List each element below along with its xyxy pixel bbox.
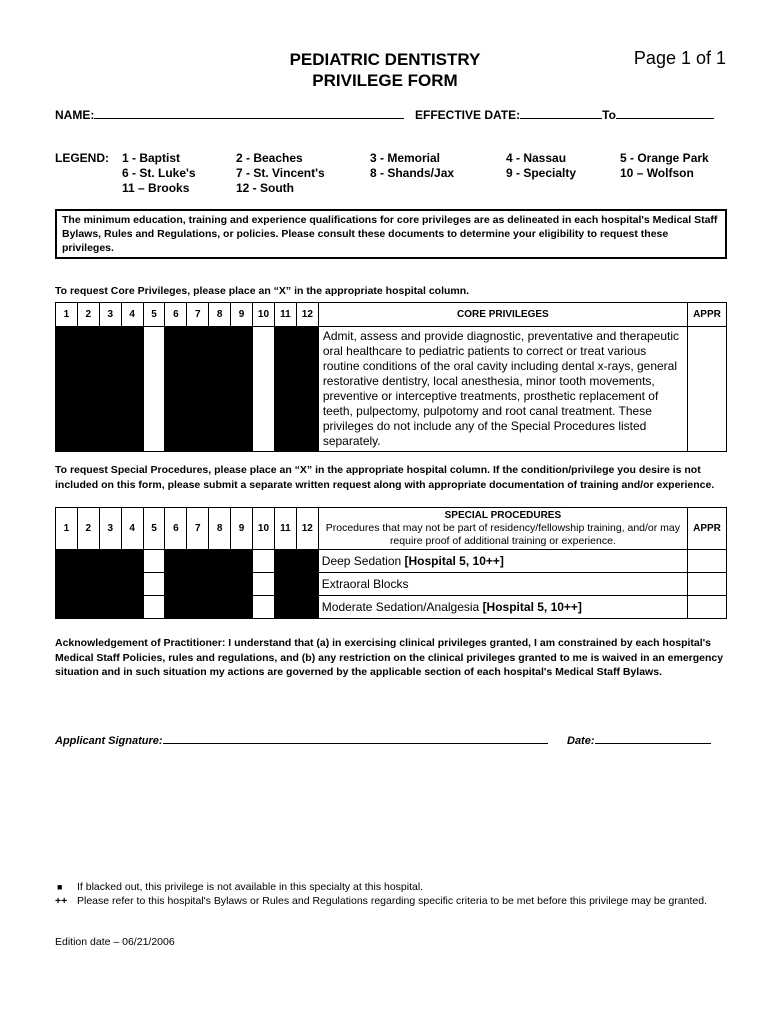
legend-item: 2 - Beaches (236, 151, 303, 165)
appr-header: APPR (688, 508, 727, 550)
hospital-cell-4[interactable] (121, 596, 143, 619)
effective-date-from-field[interactable] (520, 106, 602, 119)
procedure-label: Extraoral Blocks (321, 577, 409, 591)
procedure-tag: [Hospital 5, 10++] (482, 600, 582, 614)
col-header-12: 12 (296, 508, 318, 550)
legend-column-5 (620, 151, 709, 181)
col-header-2: 2 (77, 303, 99, 327)
hospital-cell-3[interactable] (99, 596, 121, 619)
hospital-cell-3[interactable] (99, 573, 121, 596)
legend-column-2 (236, 151, 325, 196)
hospital-cell-7[interactable] (187, 327, 209, 452)
col-header-1: 1 (56, 303, 78, 327)
col-header-5: 5 (143, 508, 165, 550)
footnote-bylaws (55, 894, 720, 908)
hospital-cell-10[interactable] (253, 596, 275, 619)
hospital-cell-9[interactable] (231, 550, 253, 573)
hospital-cell-5[interactable] (143, 573, 165, 596)
date-field[interactable] (595, 732, 711, 744)
edition-date: Edition date – 06/21/2006 (55, 936, 175, 948)
col-header-4: 4 (121, 508, 143, 550)
hospital-cell-8[interactable] (209, 596, 231, 619)
core-privilege-row (56, 327, 727, 452)
to-label: To (602, 108, 616, 122)
hospital-cell-6[interactable] (165, 596, 187, 619)
hospital-cell-4[interactable] (121, 573, 143, 596)
special-row-extraoral-blocks (56, 573, 727, 596)
col-header-11: 11 (274, 303, 296, 327)
hospital-cell-6[interactable] (165, 327, 187, 452)
col-header-4: 4 (121, 303, 143, 327)
legend-column-4 (506, 151, 576, 181)
hospital-cell-9[interactable] (231, 596, 253, 619)
col-header-12: 12 (296, 303, 318, 327)
hospital-cell-9[interactable] (231, 573, 253, 596)
col-header-10: 10 (253, 303, 275, 327)
practitioner-acknowledgement: Acknowledgement of Practitioner: I understand that (a) in exercising clinical privileges granted, I am constrained by each hospital's Medical Staff Policies, rules and regulations, and (b) any restriction on the clinical privileges granted to me is waived in an emergency situation and in such situation my actions are governed by the applicable section of each hospital's Medical Staff Bylaws. (55, 637, 724, 678)
black-square-icon: ■ (57, 882, 63, 892)
col-header-6: 6 (165, 508, 187, 550)
procedure-name (318, 550, 687, 573)
hospital-cell-4[interactable] (121, 327, 143, 452)
legend-item: 11 – Brooks (122, 181, 190, 195)
legend-item: 9 - Specialty (506, 166, 577, 180)
date-label: Date: (567, 735, 595, 747)
core-privilege-description: Admit, assess and provide diagnostic, preventative and therapeutic oral healthcare to pediatric patients to correct or treat various routine conditions of the oral cavity including dental x-rays, general restorative dentistry, local anesthesia, minor tooth movements, preventive or interceptive treatments, prosthetic replacement of teeth, pulpectomy, pulpotomy and root canal treatment. These privileges do not include any of the Special Procedures listed separately. (318, 327, 687, 452)
hospital-cell-12[interactable] (296, 550, 318, 573)
hospital-cell-5[interactable] (143, 327, 165, 452)
procedure-label: Deep Sedation (321, 554, 405, 568)
legend-item: 3 - Memorial (370, 151, 441, 165)
footnote-2-symbol: ++ (55, 895, 68, 907)
core-instruction: To request Core Privileges, please place an “X” in the appropriate hospital column. (55, 285, 470, 297)
hospital-cell-5[interactable] (143, 550, 165, 573)
legend-label: LEGEND: (55, 151, 109, 165)
form-title-line1: PEDIATRIC DENTISTRY (289, 50, 481, 69)
col-header-9: 9 (231, 508, 253, 550)
procedure-tag: [Hospital 5, 10++] (404, 554, 504, 568)
col-header-3: 3 (99, 508, 121, 550)
legend-item: 7 - St. Vincent's (236, 166, 325, 180)
hospital-cell-12[interactable] (296, 327, 318, 452)
hospital-cell-8[interactable] (209, 327, 231, 452)
hospital-cell-8[interactable] (209, 573, 231, 596)
hospital-cell-8[interactable] (209, 550, 231, 573)
appr-cell[interactable] (688, 573, 727, 596)
procedure-label: Moderate Sedation/Analgesia (321, 600, 483, 614)
legend-item: 6 - St. Luke's (122, 166, 196, 180)
col-header-8: 8 (209, 303, 231, 327)
effective-date-row (415, 106, 714, 122)
page-number: Page 1 of 1 (633, 48, 726, 68)
special-procedures-subheader: Procedures that may not be part of residency/fellowship training, and/or may require proof of additional training or experience. (325, 522, 681, 547)
special-instruction: To request Special Procedures, please place an “X” in the appropriate hospital column. If the condition/privilege you desire is not included on this form, please submit a separate written request along with appropriate documentation of training and/or experience. (55, 464, 715, 491)
signature-row (55, 732, 548, 747)
hospital-cell-1[interactable] (56, 327, 78, 452)
hospital-cell-12[interactable] (296, 596, 318, 619)
hospital-cell-10[interactable] (253, 573, 275, 596)
col-header-7: 7 (187, 303, 209, 327)
col-header-6: 6 (165, 303, 187, 327)
hospital-cell-6[interactable] (165, 550, 187, 573)
form-title-line2: PRIVILEGE FORM (312, 71, 458, 90)
hospital-cell-2[interactable] (77, 573, 99, 596)
footnote-2-text: Please refer to this hospital's Bylaws or Rules and Regulations regarding specific criteria to be met before this privilege may be granted. (77, 895, 707, 907)
core-privileges-header: CORE PRIVILEGES (318, 303, 687, 327)
appr-cell[interactable] (687, 327, 726, 452)
col-header-5: 5 (143, 303, 165, 327)
applicant-signature-label: Applicant Signature: (55, 735, 163, 747)
appr-cell[interactable] (688, 596, 727, 619)
col-header-11: 11 (274, 508, 296, 550)
hospital-cell-6[interactable] (165, 573, 187, 596)
form-title (235, 49, 535, 91)
date-row (567, 732, 711, 747)
special-row-moderate-sedation (56, 596, 727, 619)
appr-cell[interactable] (688, 550, 727, 573)
footnote-1-text: If blacked out, this privilege is not available in this specialty at this hospital. (77, 881, 424, 893)
legend-column-1 (122, 151, 196, 196)
hospital-cell-11[interactable] (274, 327, 296, 452)
hospital-cell-2[interactable] (77, 327, 99, 452)
special-procedures-header: SPECIAL PROCEDURES (444, 510, 562, 521)
procedure-name (318, 596, 687, 619)
legend-column-3 (370, 151, 454, 181)
hospital-cell-10[interactable] (253, 327, 275, 452)
hospital-cell-7[interactable] (187, 596, 209, 619)
legend-item: 1 - Baptist (122, 151, 181, 165)
col-header-7: 7 (187, 508, 209, 550)
hospital-cell-11[interactable] (274, 550, 296, 573)
col-header-9: 9 (231, 303, 253, 327)
hospital-cell-9[interactable] (231, 327, 253, 452)
special-row-deep-sedation (56, 550, 727, 573)
name-row (55, 106, 404, 122)
legend-item: 8 - Shands/Jax (370, 166, 455, 180)
hospital-cell-11[interactable] (274, 596, 296, 619)
hospital-cell-1[interactable] (56, 573, 78, 596)
core-header-row (56, 303, 727, 327)
legend-item: 5 - Orange Park (620, 151, 709, 165)
core-privileges-table (55, 302, 727, 452)
hospital-cell-3[interactable] (99, 327, 121, 452)
col-header-10: 10 (253, 508, 275, 550)
footnote-blacked-out (57, 880, 423, 894)
hospital-cell-11[interactable] (274, 573, 296, 596)
special-header-row (56, 508, 727, 550)
name-label: NAME: (55, 108, 95, 122)
hospital-cell-1[interactable] (56, 550, 78, 573)
hospital-cell-12[interactable] (296, 573, 318, 596)
effective-date-to-field[interactable] (616, 106, 714, 119)
special-procedures-header-cell (318, 508, 687, 550)
special-procedures-table (55, 507, 727, 619)
hospital-cell-3[interactable] (99, 550, 121, 573)
hospital-cell-5[interactable] (143, 596, 165, 619)
legend-item: 4 - Nassau (506, 151, 567, 165)
legend-item: 12 - South (236, 181, 295, 195)
hospital-cell-4[interactable] (121, 550, 143, 573)
eligibility-notice: The minimum education, training and experience qualifications for core privileges are as delineated in each hospital's Medical Staff Bylaws, Rules and Regulations, or policies. Please consult these documents to determine your eligibility to request these privileges. (55, 209, 727, 259)
col-header-8: 8 (209, 508, 231, 550)
applicant-signature-field[interactable] (163, 732, 548, 744)
hospital-cell-2[interactable] (77, 596, 99, 619)
hospital-cell-2[interactable] (77, 550, 99, 573)
procedure-name (318, 573, 687, 596)
col-header-3: 3 (99, 303, 121, 327)
col-header-2: 2 (77, 508, 99, 550)
hospital-cell-7[interactable] (187, 573, 209, 596)
appr-header: APPR (687, 303, 726, 327)
hospital-cell-1[interactable] (56, 596, 78, 619)
hospital-cell-7[interactable] (187, 550, 209, 573)
col-header-1: 1 (56, 508, 78, 550)
hospital-cell-10[interactable] (253, 550, 275, 573)
name-field[interactable] (94, 106, 404, 119)
legend-item: 10 – Wolfson (620, 166, 694, 180)
effective-date-label: EFFECTIVE DATE: (415, 108, 521, 122)
